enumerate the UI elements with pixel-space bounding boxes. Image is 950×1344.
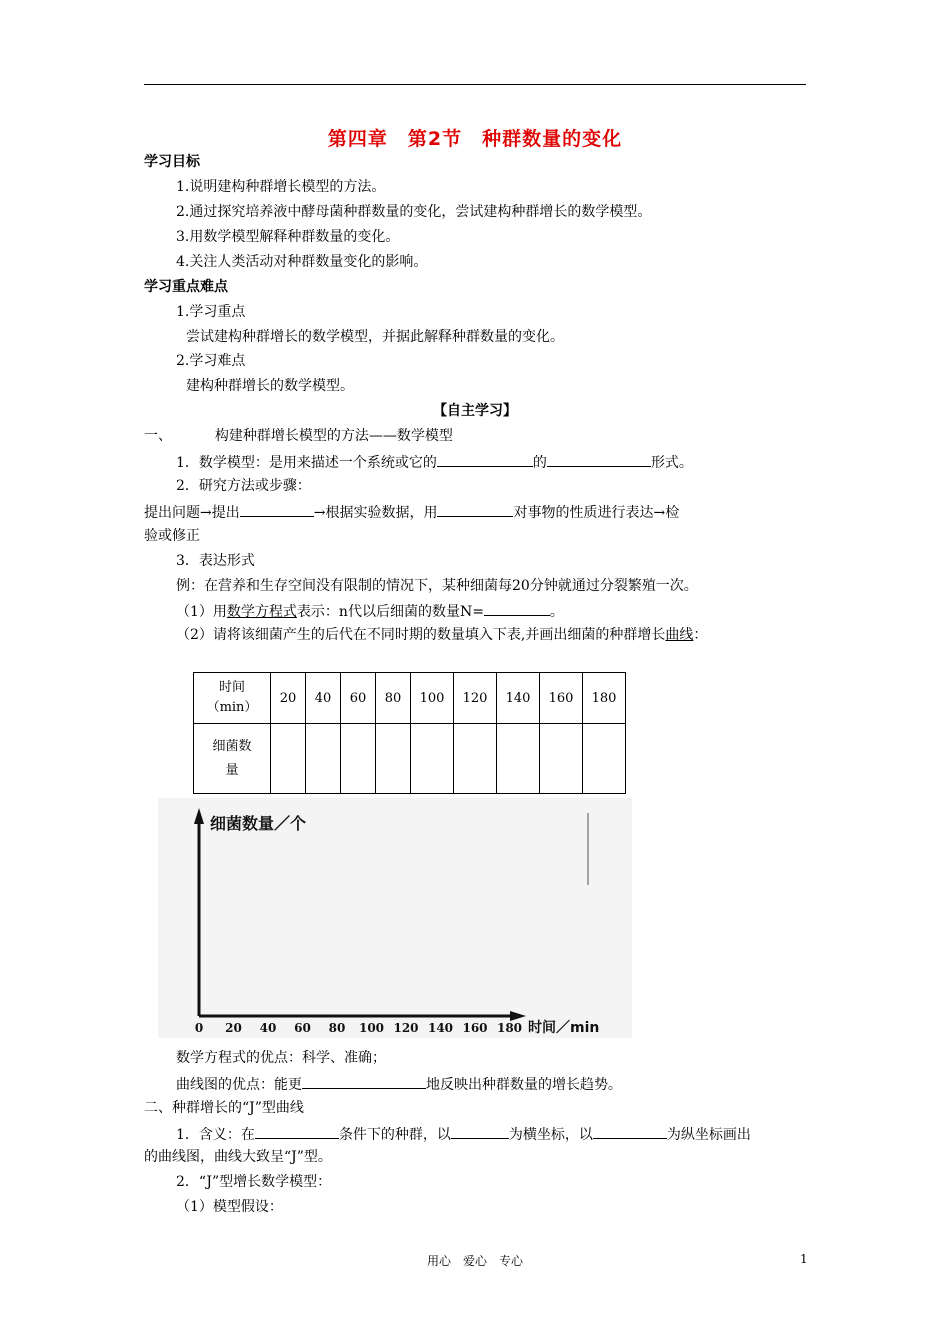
x-tick-label: 20 <box>225 1021 242 1035</box>
count-input-cell[interactable] <box>376 724 411 794</box>
footer-motto: 用心 爱心 专心 <box>426 1254 523 1268</box>
answer-blank[interactable] <box>593 1124 667 1139</box>
time-cell: 180 <box>583 673 626 724</box>
x-tick-label: 100 <box>358 1021 385 1035</box>
growth-graph[interactable] <box>158 798 632 1038</box>
goal-item: 3.用数学模型解释种群数量的变化。 <box>176 229 400 245</box>
count-input-cell[interactable] <box>497 724 540 794</box>
x-tick-label: 40 <box>259 1021 277 1035</box>
x-tick-label: 140 <box>427 1021 454 1035</box>
section1-number: 一、 <box>144 428 172 444</box>
j-curve-definition-cont: 的曲线图，曲线大致呈“J”型。 <box>144 1149 332 1165</box>
time-cell: 120 <box>454 673 497 724</box>
advantage-curve: 曲线图的优点：能更 地反映出种群数量的增长趋势。 <box>176 1074 622 1094</box>
model-assumption: （1）模型假设： <box>176 1199 283 1215</box>
answer-blank[interactable] <box>302 1074 426 1089</box>
key-heading: 学习重点难点 <box>144 279 228 295</box>
math-model-definition: 1．数学模型：是用来描述一个系统或它的 的 形式。 <box>176 452 693 472</box>
count-input-cell[interactable] <box>583 724 626 794</box>
difficulty-label: 2.学习难点 <box>176 353 246 369</box>
key-point-text: 尝试建构种群增长的数学模型，并据此解释种群数量的变化。 <box>186 329 564 345</box>
time-cell: 20 <box>271 673 306 724</box>
count-header-cell: 细菌数 量 <box>194 724 271 794</box>
goal-item: 2.通过探究培养液中酵母菌种群数量的变化，尝试建构种群增长的数学模型。 <box>176 204 652 220</box>
header-rule <box>144 84 806 85</box>
question-1: （1）用数学方程式表示：n代以后细菌的数量N= 。 <box>176 601 564 621</box>
x-tick-label: 180 <box>496 1021 523 1035</box>
answer-blank[interactable] <box>240 502 314 517</box>
x-tick-label: 160 <box>462 1021 488 1035</box>
x-tick-label: 120 <box>393 1021 419 1035</box>
page-title: 第四章 第2节 种群数量的变化 <box>327 128 623 150</box>
answer-blank[interactable] <box>437 452 533 467</box>
method-steps: 提出问题→提出 →根据实验数据，用 对事物的性质进行表达→检 <box>144 502 679 522</box>
data-table <box>193 672 626 794</box>
goal-item: 4.关注人类活动对种群数量变化的影响。 <box>176 254 428 270</box>
x-tick-label: 0 <box>194 1021 204 1035</box>
time-cell: 140 <box>497 673 540 724</box>
x-tick-label: 80 <box>328 1021 346 1035</box>
y-axis-label: 细菌数量／个 <box>210 814 307 833</box>
j-model-heading: 2．“J”型增长数学模型： <box>176 1174 332 1190</box>
answer-blank[interactable] <box>451 1124 509 1139</box>
count-input-cell[interactable] <box>454 724 497 794</box>
goal-item: 1.说明建构种群增长模型的方法。 <box>176 179 386 195</box>
x-tick-label: 60 <box>294 1021 311 1035</box>
self-study-heading: 【自主学习】 <box>433 403 517 419</box>
key-point-label: 1.学习重点 <box>176 304 246 320</box>
time-cell: 100 <box>411 673 454 724</box>
x-axis-label: 时间／min <box>528 1020 600 1036</box>
section1-title: 构建种群增长模型的方法——数学模型 <box>214 428 453 444</box>
answer-blank[interactable] <box>255 1124 339 1139</box>
page-number: 1 <box>800 1252 808 1266</box>
time-cell: 60 <box>341 673 376 724</box>
count-input-cell[interactable] <box>341 724 376 794</box>
count-input-cell[interactable] <box>540 724 583 794</box>
advantage-equation: 数学方程式的优点：科学、准确； <box>176 1050 386 1066</box>
time-header-cell: 时间 （min） <box>194 673 271 724</box>
difficulty-text: 建构种群增长的数学模型。 <box>186 378 354 394</box>
count-input-cell[interactable] <box>411 724 454 794</box>
count-input-cell[interactable] <box>271 724 306 794</box>
question-2: （2）请将该细菌产生的后代在不同时期的数量填入下表,并画出细菌的种群增长曲线： <box>176 627 708 643</box>
time-cell: 40 <box>306 673 341 724</box>
time-cell: 80 <box>376 673 411 724</box>
example-text: 例：在营养和生存空间没有限制的情况下，某种细菌每20分钟就通过分裂繁殖一次。 <box>176 578 698 594</box>
time-cell: 160 <box>540 673 583 724</box>
expression-heading: 3．表达形式 <box>176 553 255 569</box>
section2-title: 二、种群增长的“J”型曲线 <box>144 1100 304 1116</box>
method-heading: 2．研究方法或步骤： <box>176 478 311 494</box>
answer-blank[interactable] <box>484 601 550 616</box>
answer-blank[interactable] <box>547 452 651 467</box>
method-steps-cont: 验或修正 <box>144 528 200 544</box>
j-curve-definition: 1．含义：在 条件下的种群，以 为横坐标，以 为纵坐标画出 <box>176 1124 751 1144</box>
goals-heading: 学习目标 <box>144 154 200 170</box>
answer-blank[interactable] <box>437 502 513 517</box>
count-input-cell[interactable] <box>306 724 341 794</box>
